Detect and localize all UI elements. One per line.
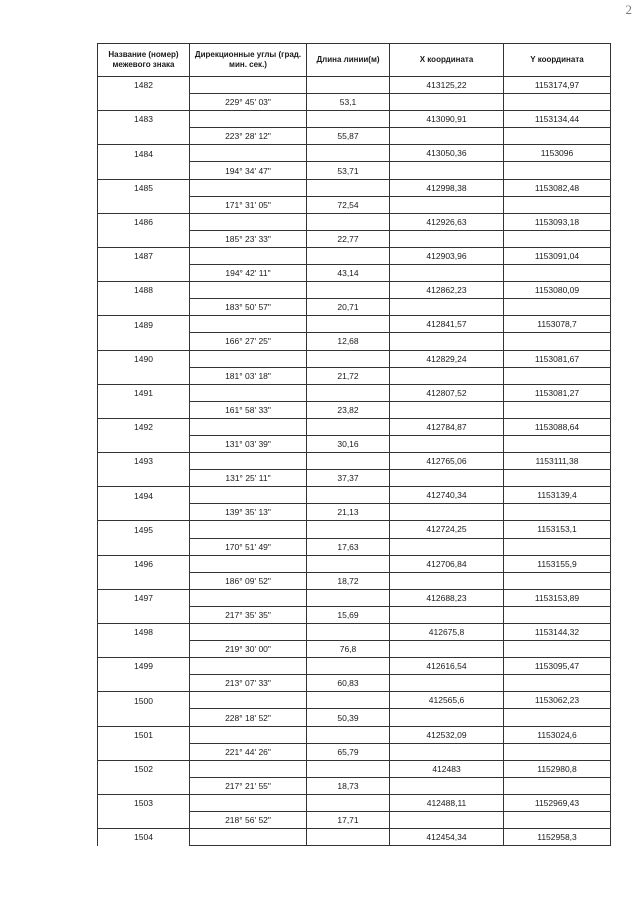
- direction-angle: 131° 25' 11": [190, 470, 307, 487]
- empty-length-cell: [307, 487, 390, 504]
- empty-y-cell: [504, 333, 611, 350]
- direction-angle: 170° 51' 49": [190, 538, 307, 555]
- empty-y-cell: [504, 606, 611, 623]
- empty-name-cell: [98, 470, 190, 487]
- line-length: 53,71: [307, 162, 390, 179]
- empty-angle-cell: [190, 692, 307, 709]
- segment-row: [98, 641, 611, 658]
- direction-angle: 161° 58' 33": [190, 401, 307, 418]
- point-row: [98, 418, 611, 435]
- empty-name-cell: [98, 641, 190, 658]
- empty-length-cell: [307, 589, 390, 606]
- empty-y-cell: [504, 162, 611, 179]
- empty-length-cell: [307, 111, 390, 128]
- empty-length-cell: [307, 453, 390, 470]
- empty-name-cell: [98, 196, 190, 213]
- y-coordinate: 1153144,32: [504, 624, 611, 641]
- empty-name-cell: [98, 709, 190, 726]
- y-coordinate: 1153080,09: [504, 282, 611, 299]
- y-coordinate: 1153139,4: [504, 487, 611, 504]
- x-coordinate: 412724,25: [390, 521, 504, 538]
- point-name: 1487: [98, 247, 190, 264]
- point-name: 1494: [98, 487, 190, 504]
- empty-angle-cell: [190, 521, 307, 538]
- line-length: 50,39: [307, 709, 390, 726]
- empty-y-cell: [504, 367, 611, 384]
- line-length: 21,13: [307, 504, 390, 521]
- empty-x-cell: [390, 265, 504, 282]
- line-length: 76,8: [307, 641, 390, 658]
- empty-y-cell: [504, 572, 611, 589]
- empty-x-cell: [390, 470, 504, 487]
- empty-x-cell: [390, 675, 504, 692]
- line-length: 60,83: [307, 675, 390, 692]
- header-y-coordinate: Y координата: [504, 44, 611, 77]
- x-coordinate: 412841,57: [390, 316, 504, 333]
- segment-row: [98, 538, 611, 555]
- x-coordinate: 412565,6: [390, 692, 504, 709]
- table-header-row: [98, 44, 611, 77]
- empty-y-cell: [504, 538, 611, 555]
- empty-length-cell: [307, 726, 390, 743]
- line-length: 18,73: [307, 777, 390, 794]
- direction-angle: 217° 35' 35": [190, 606, 307, 623]
- segment-row: [98, 435, 611, 452]
- empty-y-cell: [504, 777, 611, 794]
- point-row: [98, 213, 611, 230]
- y-coordinate: 1153078,7: [504, 316, 611, 333]
- x-coordinate: 412532,09: [390, 726, 504, 743]
- empty-length-cell: [307, 384, 390, 401]
- x-coordinate: 412706,84: [390, 555, 504, 572]
- empty-y-cell: [504, 504, 611, 521]
- direction-angle: 183° 50' 57": [190, 299, 307, 316]
- point-row: [98, 726, 611, 743]
- line-length: 12,68: [307, 333, 390, 350]
- y-coordinate: 1153111,38: [504, 453, 611, 470]
- direction-angle: 218° 56' 52": [190, 812, 307, 829]
- empty-x-cell: [390, 777, 504, 794]
- empty-y-cell: [504, 812, 611, 829]
- y-coordinate: 1153153,1: [504, 521, 611, 538]
- empty-angle-cell: [190, 726, 307, 743]
- segment-row: [98, 812, 611, 829]
- direction-angle: 139° 35' 13": [190, 504, 307, 521]
- empty-x-cell: [390, 367, 504, 384]
- point-name: 1492: [98, 418, 190, 435]
- empty-length-cell: [307, 829, 390, 846]
- segment-row: [98, 470, 611, 487]
- line-length: 17,71: [307, 812, 390, 829]
- empty-length-cell: [307, 179, 390, 196]
- empty-length-cell: [307, 658, 390, 675]
- point-row: [98, 77, 611, 94]
- empty-name-cell: [98, 606, 190, 623]
- empty-angle-cell: [190, 658, 307, 675]
- empty-x-cell: [390, 641, 504, 658]
- line-length: 21,72: [307, 367, 390, 384]
- point-name: 1490: [98, 350, 190, 367]
- point-row: [98, 555, 611, 572]
- empty-length-cell: [307, 282, 390, 299]
- x-coordinate: 412488,11: [390, 794, 504, 811]
- segment-row: [98, 196, 611, 213]
- empty-x-cell: [390, 94, 504, 111]
- y-coordinate: 1153174,97: [504, 77, 611, 94]
- point-row: [98, 316, 611, 333]
- line-length: 15,69: [307, 606, 390, 623]
- point-row: [98, 760, 611, 777]
- line-length: 17,63: [307, 538, 390, 555]
- y-coordinate: 1153024,6: [504, 726, 611, 743]
- empty-x-cell: [390, 196, 504, 213]
- y-coordinate: 1153093,18: [504, 213, 611, 230]
- empty-angle-cell: [190, 384, 307, 401]
- y-coordinate: 1153153,89: [504, 589, 611, 606]
- empty-length-cell: [307, 692, 390, 709]
- empty-angle-cell: [190, 624, 307, 641]
- point-name: 1498: [98, 624, 190, 641]
- point-row: [98, 521, 611, 538]
- segment-row: [98, 777, 611, 794]
- empty-angle-cell: [190, 111, 307, 128]
- point-name: 1502: [98, 760, 190, 777]
- empty-length-cell: [307, 316, 390, 333]
- empty-angle-cell: [190, 589, 307, 606]
- empty-x-cell: [390, 572, 504, 589]
- point-name: 1482: [98, 77, 190, 94]
- empty-angle-cell: [190, 145, 307, 162]
- point-row: [98, 658, 611, 675]
- empty-x-cell: [390, 504, 504, 521]
- x-coordinate: 412483: [390, 760, 504, 777]
- header-x-coordinate: X координата: [390, 44, 504, 77]
- y-coordinate: 1153082,48: [504, 179, 611, 196]
- line-length: 20,71: [307, 299, 390, 316]
- empty-x-cell: [390, 743, 504, 760]
- y-coordinate: 1152980,8: [504, 760, 611, 777]
- empty-y-cell: [504, 94, 611, 111]
- direction-angle: 185° 23' 33": [190, 230, 307, 247]
- y-coordinate: 1153095,47: [504, 658, 611, 675]
- empty-name-cell: [98, 265, 190, 282]
- empty-y-cell: [504, 641, 611, 658]
- segment-row: [98, 572, 611, 589]
- x-coordinate: 412807,52: [390, 384, 504, 401]
- point-name: 1493: [98, 453, 190, 470]
- empty-name-cell: [98, 230, 190, 247]
- point-name: 1497: [98, 589, 190, 606]
- empty-angle-cell: [190, 282, 307, 299]
- point-row: [98, 589, 611, 606]
- x-coordinate: 412903,96: [390, 247, 504, 264]
- point-name: 1491: [98, 384, 190, 401]
- segment-row: [98, 709, 611, 726]
- direction-angle: 131° 03' 39": [190, 435, 307, 452]
- point-row: [98, 794, 611, 811]
- y-coordinate: 1153091,04: [504, 247, 611, 264]
- point-row: [98, 384, 611, 401]
- point-row: [98, 692, 611, 709]
- line-length: 30,16: [307, 435, 390, 452]
- y-coordinate: 1152958,3: [504, 829, 611, 846]
- empty-y-cell: [504, 743, 611, 760]
- empty-name-cell: [98, 812, 190, 829]
- empty-x-cell: [390, 709, 504, 726]
- x-coordinate: 412740,34: [390, 487, 504, 504]
- empty-y-cell: [504, 265, 611, 282]
- y-coordinate: 1153134,44: [504, 111, 611, 128]
- empty-name-cell: [98, 367, 190, 384]
- point-name: 1496: [98, 555, 190, 572]
- direction-angle: 221° 44' 26": [190, 743, 307, 760]
- empty-x-cell: [390, 812, 504, 829]
- point-name: 1489: [98, 316, 190, 333]
- point-name: 1500: [98, 692, 190, 709]
- direction-angle: 171° 31' 05": [190, 196, 307, 213]
- boundary-coordinates-table: [97, 43, 611, 846]
- point-name: 1485: [98, 179, 190, 196]
- empty-name-cell: [98, 162, 190, 179]
- empty-name-cell: [98, 333, 190, 350]
- empty-length-cell: [307, 418, 390, 435]
- empty-name-cell: [98, 128, 190, 145]
- empty-angle-cell: [190, 760, 307, 777]
- x-coordinate: 413125,22: [390, 77, 504, 94]
- empty-x-cell: [390, 162, 504, 179]
- empty-x-cell: [390, 299, 504, 316]
- empty-y-cell: [504, 435, 611, 452]
- segment-row: [98, 265, 611, 282]
- segment-row: [98, 504, 611, 521]
- empty-angle-cell: [190, 77, 307, 94]
- empty-length-cell: [307, 555, 390, 572]
- line-length: 43,14: [307, 265, 390, 282]
- x-coordinate: 412862,23: [390, 282, 504, 299]
- empty-length-cell: [307, 350, 390, 367]
- point-row: [98, 145, 611, 162]
- table-body: [98, 77, 611, 846]
- y-coordinate: 1153096: [504, 145, 611, 162]
- segment-row: [98, 230, 611, 247]
- segment-row: [98, 675, 611, 692]
- empty-angle-cell: [190, 555, 307, 572]
- point-row: [98, 350, 611, 367]
- line-length: 37,37: [307, 470, 390, 487]
- x-coordinate: 412616,54: [390, 658, 504, 675]
- direction-angle: 217° 21' 55": [190, 777, 307, 794]
- empty-name-cell: [98, 777, 190, 794]
- segment-row: [98, 333, 611, 350]
- direction-angle: 229° 45' 03": [190, 94, 307, 111]
- direction-angle: 194° 42' 11": [190, 265, 307, 282]
- empty-name-cell: [98, 504, 190, 521]
- empty-angle-cell: [190, 453, 307, 470]
- segment-row: [98, 128, 611, 145]
- empty-angle-cell: [190, 179, 307, 196]
- point-name: 1488: [98, 282, 190, 299]
- empty-x-cell: [390, 128, 504, 145]
- x-coordinate: 412454,34: [390, 829, 504, 846]
- segment-row: [98, 606, 611, 623]
- empty-length-cell: [307, 760, 390, 777]
- empty-angle-cell: [190, 213, 307, 230]
- empty-x-cell: [390, 538, 504, 555]
- empty-angle-cell: [190, 794, 307, 811]
- line-length: 53,1: [307, 94, 390, 111]
- x-coordinate: 412829,24: [390, 350, 504, 367]
- line-length: 23,82: [307, 401, 390, 418]
- empty-angle-cell: [190, 316, 307, 333]
- y-coordinate: 1153088,64: [504, 418, 611, 435]
- empty-angle-cell: [190, 247, 307, 264]
- empty-angle-cell: [190, 350, 307, 367]
- empty-y-cell: [504, 230, 611, 247]
- empty-angle-cell: [190, 829, 307, 846]
- segment-row: [98, 299, 611, 316]
- header-line-length: Длина линии(м): [307, 44, 390, 77]
- direction-angle: 223° 28' 12": [190, 128, 307, 145]
- point-name: 1503: [98, 794, 190, 811]
- empty-y-cell: [504, 470, 611, 487]
- x-coordinate: 412765,06: [390, 453, 504, 470]
- y-coordinate: 1153081,67: [504, 350, 611, 367]
- point-name: 1504: [98, 829, 190, 846]
- point-name: 1486: [98, 213, 190, 230]
- point-row: [98, 829, 611, 846]
- line-length: 22,77: [307, 230, 390, 247]
- empty-y-cell: [504, 709, 611, 726]
- empty-x-cell: [390, 606, 504, 623]
- y-coordinate: 1153081,27: [504, 384, 611, 401]
- point-row: [98, 453, 611, 470]
- x-coordinate: 412926,63: [390, 213, 504, 230]
- empty-name-cell: [98, 401, 190, 418]
- segment-row: [98, 367, 611, 384]
- direction-angle: 228° 18' 52": [190, 709, 307, 726]
- direction-angle: 213° 07' 33": [190, 675, 307, 692]
- empty-angle-cell: [190, 418, 307, 435]
- empty-length-cell: [307, 145, 390, 162]
- header-direction-angle: Дирекционные углы (град. мин. сек.): [190, 44, 307, 77]
- point-row: [98, 111, 611, 128]
- x-coordinate: 412688,23: [390, 589, 504, 606]
- segment-row: [98, 743, 611, 760]
- empty-length-cell: [307, 213, 390, 230]
- empty-name-cell: [98, 572, 190, 589]
- empty-x-cell: [390, 230, 504, 247]
- point-name: 1484: [98, 145, 190, 162]
- point-row: [98, 179, 611, 196]
- empty-length-cell: [307, 624, 390, 641]
- line-length: 55,87: [307, 128, 390, 145]
- segment-row: [98, 401, 611, 418]
- y-coordinate: 1153062,23: [504, 692, 611, 709]
- point-name: 1501: [98, 726, 190, 743]
- x-coordinate: 413050,36: [390, 145, 504, 162]
- point-name: 1495: [98, 521, 190, 538]
- empty-length-cell: [307, 247, 390, 264]
- empty-length-cell: [307, 521, 390, 538]
- empty-y-cell: [504, 401, 611, 418]
- direction-angle: 181° 03' 18": [190, 367, 307, 384]
- y-coordinate: 1152969,43: [504, 794, 611, 811]
- x-coordinate: 412675,8: [390, 624, 504, 641]
- empty-length-cell: [307, 794, 390, 811]
- empty-x-cell: [390, 401, 504, 418]
- empty-angle-cell: [190, 487, 307, 504]
- empty-x-cell: [390, 333, 504, 350]
- page-number: 2: [625, 2, 632, 17]
- empty-name-cell: [98, 538, 190, 555]
- point-name: 1483: [98, 111, 190, 128]
- point-row: [98, 247, 611, 264]
- empty-name-cell: [98, 435, 190, 452]
- direction-angle: 194° 34' 47": [190, 162, 307, 179]
- segment-row: [98, 162, 611, 179]
- point-row: [98, 282, 611, 299]
- empty-y-cell: [504, 675, 611, 692]
- point-name: 1499: [98, 658, 190, 675]
- point-row: [98, 624, 611, 641]
- line-length: 65,79: [307, 743, 390, 760]
- y-coordinate: 1153155,9: [504, 555, 611, 572]
- empty-length-cell: [307, 77, 390, 94]
- x-coordinate: 412784,87: [390, 418, 504, 435]
- empty-y-cell: [504, 128, 611, 145]
- direction-angle: 219° 30' 00": [190, 641, 307, 658]
- x-coordinate: 413090,91: [390, 111, 504, 128]
- empty-name-cell: [98, 675, 190, 692]
- line-length: 72,54: [307, 196, 390, 213]
- direction-angle: 186° 09' 52": [190, 572, 307, 589]
- point-row: [98, 487, 611, 504]
- empty-x-cell: [390, 435, 504, 452]
- x-coordinate: 412998,38: [390, 179, 504, 196]
- empty-y-cell: [504, 299, 611, 316]
- direction-angle: 166° 27' 25": [190, 333, 307, 350]
- header-point-name: Название (номер) межевого знака: [98, 44, 190, 77]
- empty-name-cell: [98, 743, 190, 760]
- empty-y-cell: [504, 196, 611, 213]
- segment-row: [98, 94, 611, 111]
- empty-name-cell: [98, 94, 190, 111]
- empty-name-cell: [98, 299, 190, 316]
- line-length: 18,72: [307, 572, 390, 589]
